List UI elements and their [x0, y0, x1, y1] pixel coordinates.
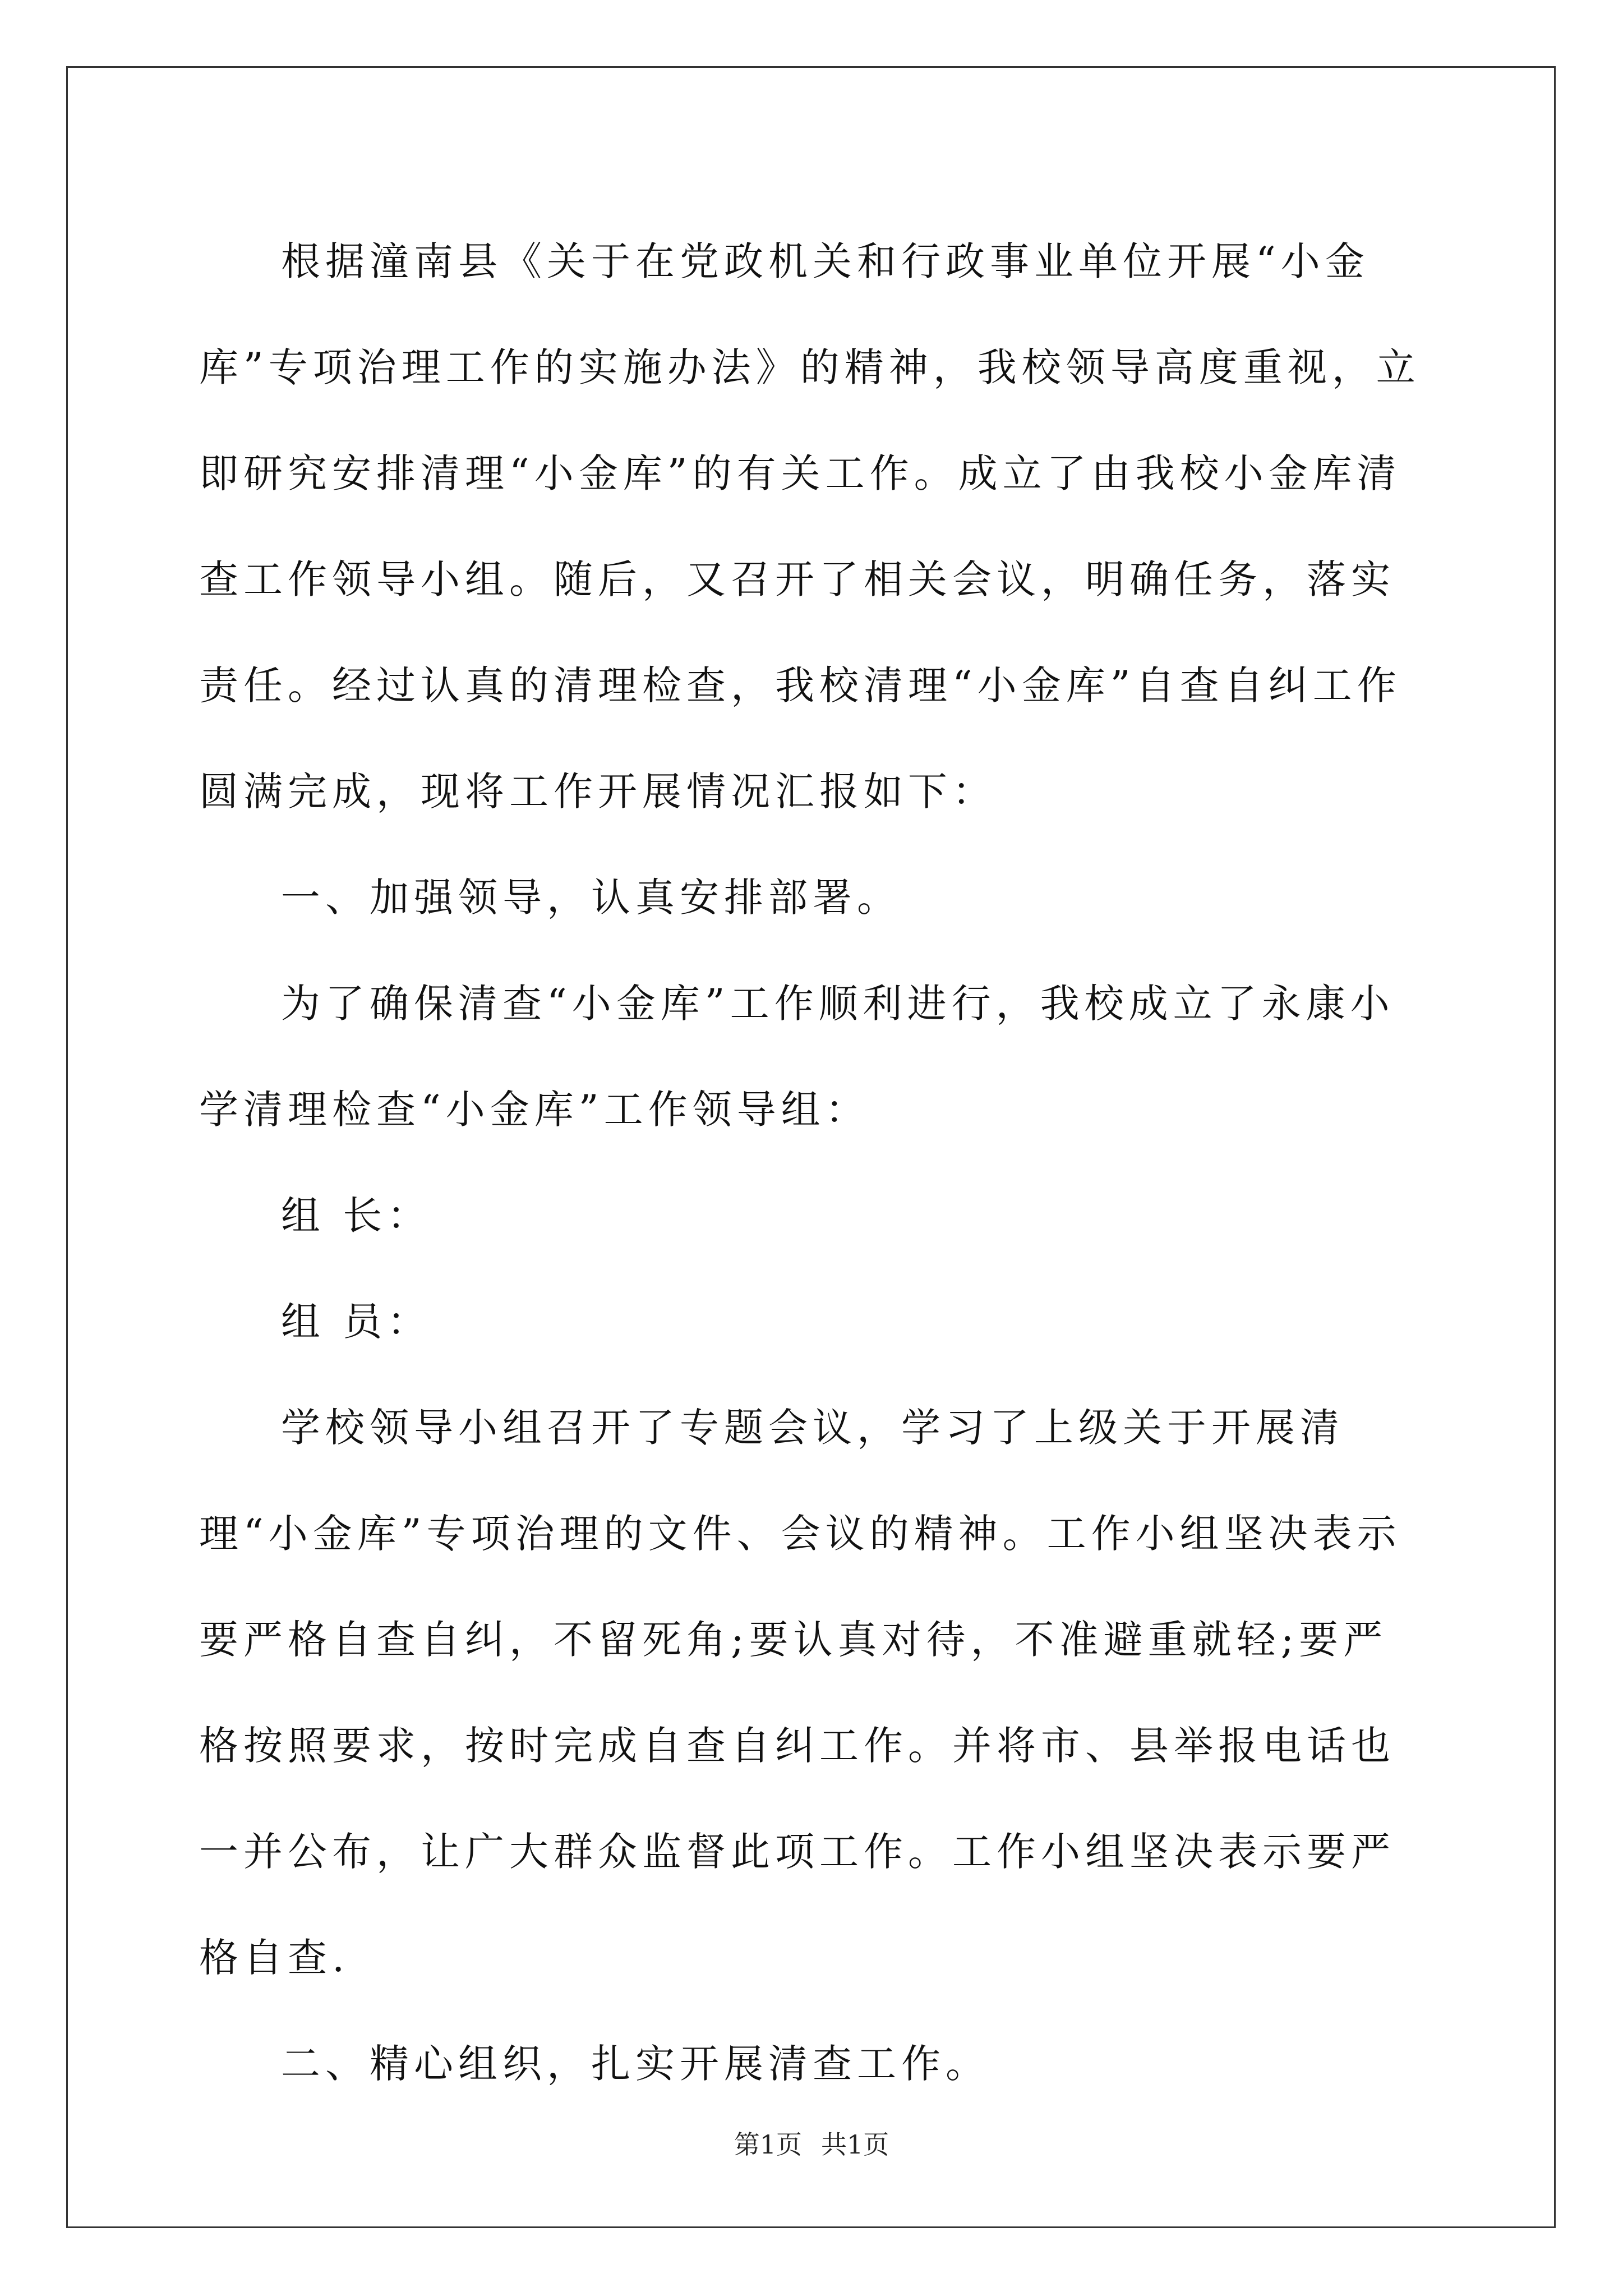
- section-heading-1: 一、加强领导，认真安排部署。: [281, 875, 901, 921]
- group-leader-line: 组 长：: [281, 1193, 432, 1239]
- group-members-line: 组 员：: [281, 1299, 432, 1345]
- paragraph-intro: 根据潼南县《关于在党政机关和行政事业单位开展“小金库”专项治理工作的实施办法》的精神，我校领导高度重视，立即研究安排清理“小金库”的有关工作。成立了由我校小金库清查工作领导小组。随后，又召开了相关会议，明确任务，落实责任。经过认真的清理检查，我校清理“小金库”自查自纠工作圆满完成，现将工作开展情况汇报如下：: [199, 238, 1421, 815]
- page-number-total: 共1页: [821, 2129, 889, 2160]
- document-body: [199, 209, 1427, 2117]
- page-footer: [0, 2128, 1623, 2161]
- paragraph-meeting: 学校领导小组召开了专题会议，学习了上级关于开展清理“小金库”专项治理的文件、会议的精神。工作小组坚决表示要严格自查自纠，不留死角;要认真对待，不准避重就轻;要严格按照要求，按时完成自查自纠工作。并将市、县举报电话也一并公布，让广大群众监督此项工作。工作小组坚决表示要严格自查.: [199, 1405, 1401, 1981]
- page-number-current: 第1页: [734, 2129, 802, 2160]
- section-heading-2: 二、精心组织，扎实开展清查工作。: [281, 2041, 990, 2087]
- paragraph-leadership-group: 为了确保清查“小金库”工作顺利进行，我校成立了永康小学清理检查“小金库”工作领导组：: [199, 981, 1395, 1133]
